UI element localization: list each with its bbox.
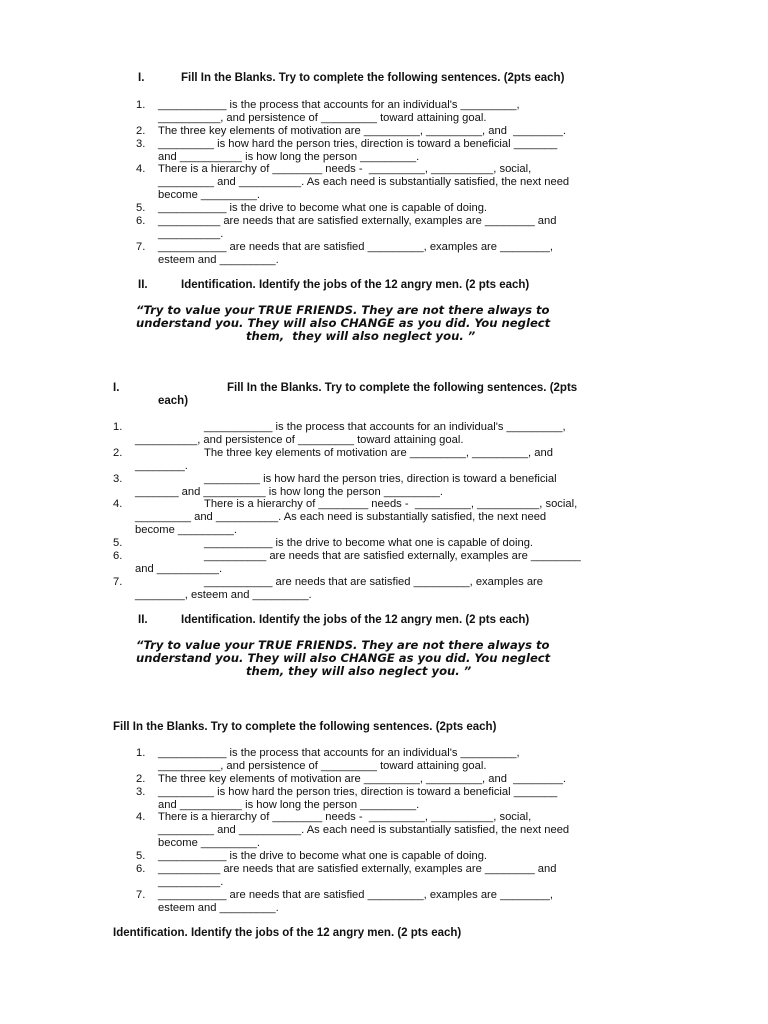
s1-item-5-number: 5.: [136, 202, 146, 214]
s2-item-4-line-3: become _________.: [135, 524, 238, 536]
section2-heading-line-2: each): [158, 395, 189, 407]
s2-item-2-line-2: ________.: [135, 460, 188, 472]
s1-item-7-line-2: esteem and _________.: [158, 254, 279, 266]
s3-item-2-number: 2.: [136, 773, 146, 785]
s1-item-4-line-2: _________ and __________. As each need is substantially satisfied, the next need: [158, 176, 570, 188]
s1-item-6-number: 6.: [136, 215, 146, 227]
s1-quote-line-2: understand you. They will also CHANGE as you did. You neglect: [136, 316, 551, 330]
s2-item-3-line-2: _______ and __________ is how long the person _________.: [135, 486, 443, 498]
s3-item-6-line-1: __________ are needs that are satisfied externally, examples are ________ and: [158, 863, 557, 875]
s2-item-2-line-1: The three key elements of motivation are _________, _________, and: [204, 447, 553, 459]
s2-item-3-line-1: _________ is how hard the person tries, direction is toward a beneficial: [204, 473, 557, 485]
s2-item-5-number: 5.: [113, 537, 123, 549]
s2-item-2-number: 2.: [113, 447, 123, 459]
s2-item-1-line-1: ___________ is the process that accounts for an individual's _________,: [204, 421, 566, 433]
s2-item-6-number: 6.: [113, 550, 123, 562]
s2-item-6-line-2: and __________.: [135, 563, 223, 575]
s1-item-3-line-1: _________ is how hard the person tries, direction is toward a beneficial _______: [158, 138, 558, 150]
s1-item-4-line-1: There is a hierarchy of ________ needs - _________, __________, social,: [158, 163, 532, 175]
section1-heading: Fill In the Blanks. Try to complete the following sentences. (2pts each): [181, 72, 565, 84]
s2-quote-line-2: understand you. They will also CHANGE as you did. You neglect: [136, 651, 551, 665]
s2-item-7-line-1: ___________ are needs that are satisfied _________, examples are: [204, 576, 543, 588]
s1-item-6-line-2: __________.: [158, 228, 224, 240]
s1-quote-line-3: them, they will also neglect you. ”: [246, 329, 476, 343]
s3-item-1-number: 1.: [136, 747, 146, 759]
s1-item-1-line-1: ___________ is the process that accounts for an individual's _________,: [158, 99, 520, 111]
s1-item-4-line-3: become _________.: [158, 189, 261, 201]
section1-heading-number: I.: [138, 72, 145, 84]
s2-quote-line-1: “Try to value your TRUE FRIENDS. They are not there always to: [136, 638, 550, 652]
s3-item-1-line-1: ___________ is the process that accounts for an individual's _________,: [158, 747, 520, 759]
section2-heading-line-1: Fill In the Blanks. Try to complete the following sentences. (2pts: [227, 382, 578, 394]
section1-heading2-number: II.: [138, 279, 148, 291]
section3-heading: Fill In the Blanks. Try to complete the following sentences. (2pts each): [113, 721, 497, 733]
s2-item-5-line-1: ___________ is the drive to become what one is capable of doing.: [204, 537, 534, 549]
section2-heading-number: I.: [113, 382, 120, 394]
section2-heading2-number: II.: [138, 614, 148, 626]
s1-item-6-line-1: __________ are needs that are satisfied externally, examples are ________ and: [158, 215, 557, 227]
s3-item-6-line-2: __________.: [158, 876, 224, 888]
s3-item-3-line-1: _________ is how hard the person tries, direction is toward a beneficial _______: [158, 786, 558, 798]
s2-item-6-line-1: __________ are needs that are satisfied externally, examples are ________: [204, 550, 581, 562]
s2-item-4-line-2: _________ and __________. As each need is substantially satisfied, the next need: [135, 511, 547, 523]
s3-item-4-number: 4.: [136, 811, 146, 823]
s1-quote-line-1: “Try to value your TRUE FRIENDS. They are not there always to: [136, 303, 550, 317]
s2-item-7-number: 7.: [113, 576, 123, 588]
s3-item-4-line-1: There is a hierarchy of ________ needs - _________, __________, social,: [158, 811, 532, 823]
s1-item-2-number: 2.: [136, 125, 146, 137]
s3-item-4-line-2: _________ and __________. As each need is substantially satisfied, the next need: [158, 824, 570, 836]
s3-item-4-line-3: become _________.: [158, 837, 261, 849]
s2-item-3-number: 3.: [113, 473, 123, 485]
s2-item-7-line-2: ________, esteem and _________.: [135, 589, 312, 601]
s1-item-7-line-1: ___________ are needs that are satisfied _________, examples are ________,: [158, 241, 553, 253]
s3-item-2-line-1: The three key elements of motivation are _________, _________, and ________.: [158, 773, 567, 785]
s2-quote-line-3: them, they will also neglect you. ”: [246, 664, 472, 678]
section1-identification-heading: Identification. Identify the jobs of the 12 angry men. (2 pts each): [181, 279, 530, 291]
s1-item-1-number: 1.: [136, 99, 146, 111]
s3-item-3-number: 3.: [136, 786, 146, 798]
section2-identification-heading: Identification. Identify the jobs of the 12 angry men. (2 pts each): [181, 614, 530, 626]
section3-identification-heading: Identification. Identify the jobs of the 12 angry men. (2 pts each): [113, 927, 462, 939]
s3-item-7-line-1: ___________ are needs that are satisfied _________, examples are ________,: [158, 889, 553, 901]
s2-item-4-line-1: There is a hierarchy of ________ needs - _________, __________, social,: [204, 498, 578, 510]
s1-item-7-number: 7.: [136, 241, 146, 253]
s1-item-5-line-1: ___________ is the drive to become what one is capable of doing.: [158, 202, 488, 214]
s2-item-4-number: 4.: [113, 498, 123, 510]
s3-item-6-number: 6.: [136, 863, 146, 875]
s2-item-1-number: 1.: [113, 421, 123, 433]
s1-item-2-line-1: The three key elements of motivation are _________, _________, and ________.: [158, 125, 567, 137]
s3-item-5-line-1: ___________ is the drive to become what one is capable of doing.: [158, 850, 488, 862]
s2-item-1-line-2: __________, and persistence of _________ toward attaining goal.: [135, 434, 464, 446]
s3-item-3-line-2: and __________ is how long the person _________.: [158, 799, 420, 811]
s1-item-3-number: 3.: [136, 138, 146, 150]
s3-item-7-line-2: esteem and _________.: [158, 902, 279, 914]
s3-item-5-number: 5.: [136, 850, 146, 862]
s1-item-1-line-2: __________, and persistence of _________ toward attaining goal.: [158, 112, 487, 124]
s1-item-4-number: 4.: [136, 163, 146, 175]
s3-item-1-line-2: __________, and persistence of _________ toward attaining goal.: [158, 760, 487, 772]
s3-item-7-number: 7.: [136, 889, 146, 901]
s1-item-3-line-2: and __________ is how long the person _________.: [158, 151, 420, 163]
